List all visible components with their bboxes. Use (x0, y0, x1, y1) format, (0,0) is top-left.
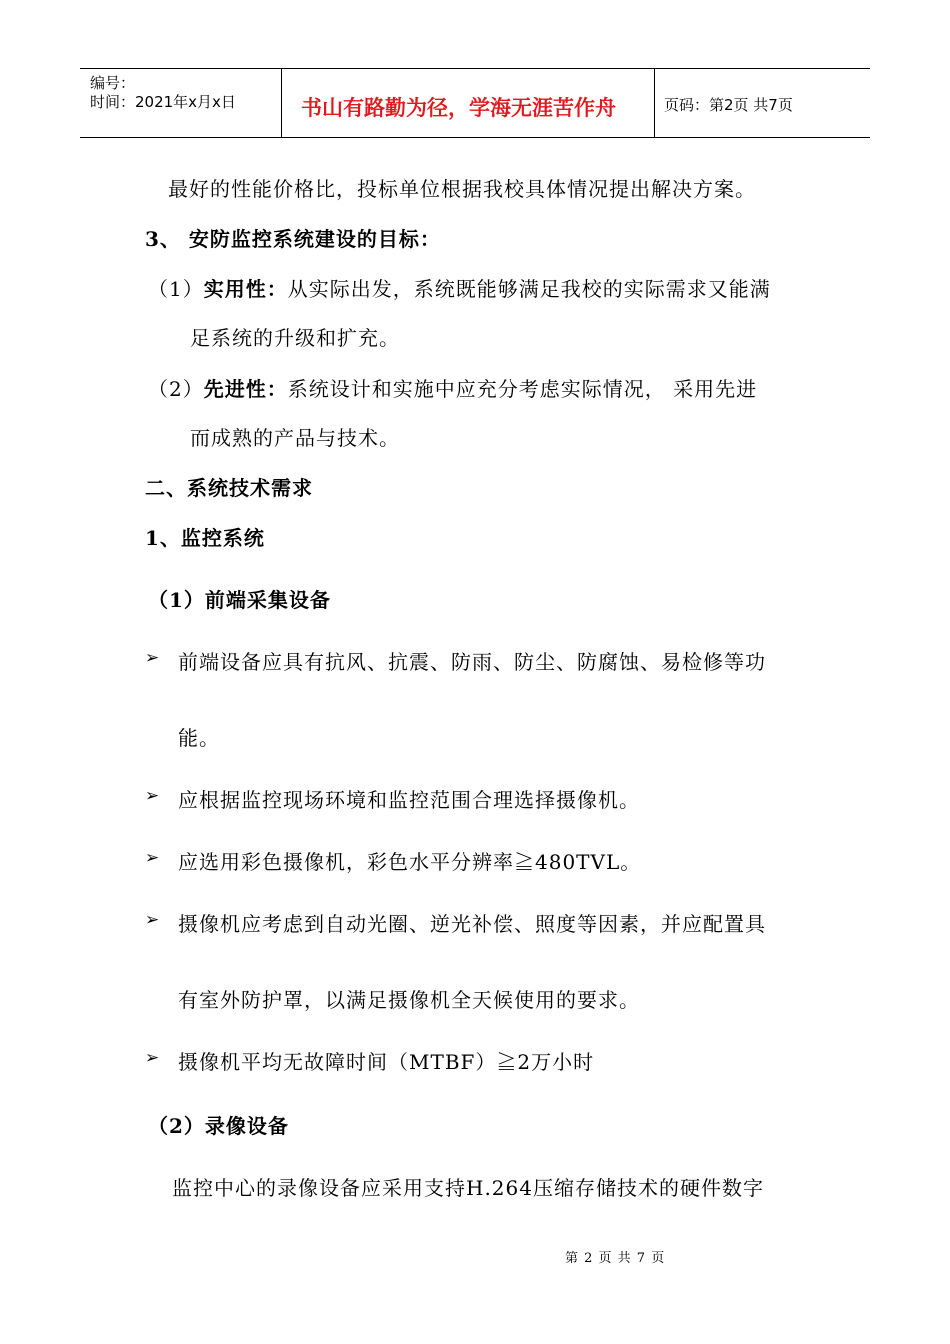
goal-heading: 3、 安防监控系统建设的目标： (145, 227, 441, 251)
item-text: 从实际出发，系统既能够满足我校的实际需求又能满 (287, 277, 771, 301)
page-footer: 第 2 页 共 7 页 (565, 1251, 666, 1266)
bullet-arrow-icon: ➢ (145, 648, 160, 668)
number-label: 编号： (90, 74, 136, 92)
page-code: 页码：第2页 共7页 (664, 96, 793, 114)
bullet-item: 摄像机应考虑到自动光圈、逆光补偿、照度等因素，并应配置具 (178, 912, 766, 936)
bullet-arrow-icon: ➢ (145, 1048, 160, 1068)
bullet-item: 前端设备应具有抗风、抗震、防雨、防尘、防腐蚀、易检修等功 (178, 650, 766, 674)
item-number: （2） (148, 377, 204, 401)
header-divider (281, 69, 282, 137)
item-term: 先进性： (203, 377, 288, 401)
item-practicality (148, 273, 771, 302)
bullet-arrow-icon: ➢ (145, 786, 160, 806)
record-paragraph: 监控中心的录像设备应采用支持H.264压缩存储技术的硬件数字 (172, 1176, 764, 1200)
item-text: 系统设计和实施中应充分考虑实际情况， 采用先进 (287, 377, 758, 401)
bullet-item: 应根据监控现场环境和监控范围合理选择摄像机。 (178, 788, 640, 812)
item-advancement-continued: 而成熟的产品与技术。 (190, 426, 400, 450)
monitor-heading: 1、监控系统 (145, 526, 265, 550)
item-number: （1） (148, 277, 204, 301)
time-label: 时间：2021年x月x日 (90, 93, 236, 111)
bullet-arrow-icon: ➢ (145, 910, 160, 930)
bullet-item: 摄像机平均无故障时间（MTBF）≧2万小时 (178, 1050, 595, 1074)
front-heading: （1）前端采集设备 (148, 588, 331, 612)
section2-heading: 二、系统技术需求 (145, 476, 313, 500)
header-motto: 书山有路勤为径，学海无涯苦作舟 (301, 96, 616, 120)
bullet-arrow-icon: ➢ (145, 848, 160, 868)
item-term: 实用性： (203, 277, 288, 301)
intro-paragraph: 最好的性能价格比，投标单位根据我校具体情况提出解决方案。 (168, 177, 756, 201)
item-practicality-continued: 足系统的升级和扩充。 (190, 326, 400, 350)
bullet-item-continued: 能。 (178, 726, 220, 750)
header-divider (654, 69, 655, 137)
item-advancement (148, 373, 757, 402)
bullet-item-continued: 有室外防护罩，以满足摄像机全天候使用的要求。 (178, 988, 640, 1012)
record-heading: （2）录像设备 (148, 1114, 289, 1138)
bullet-item: 应选用彩色摄像机，彩色水平分辨率≧480TVL。 (178, 850, 642, 874)
